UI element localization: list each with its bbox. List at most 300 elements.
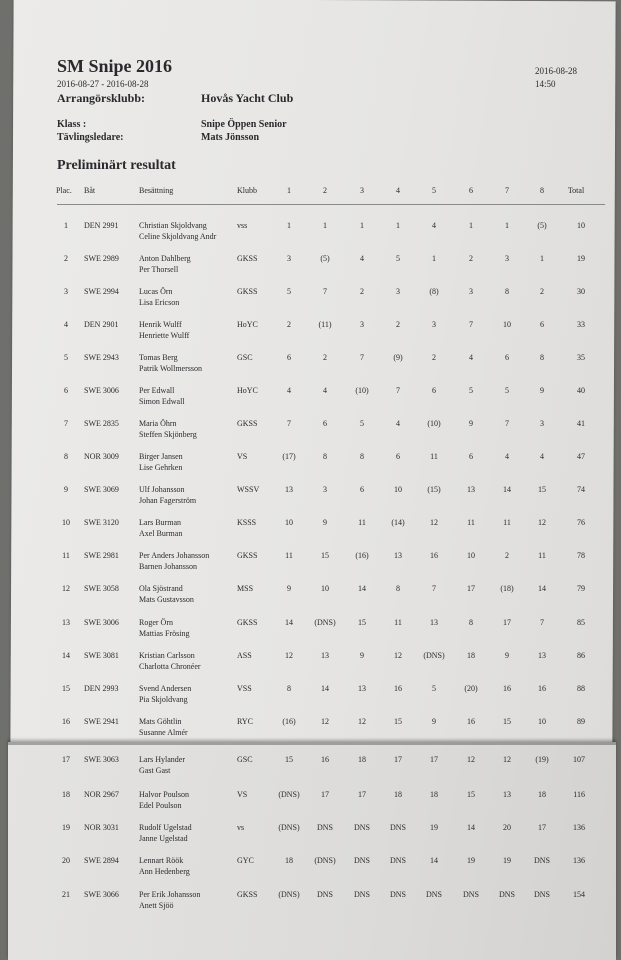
crew-member: Mattias Frösing: [139, 629, 190, 638]
race-score: 14: [503, 485, 511, 494]
race-score: 4: [287, 386, 291, 395]
club: GKSS: [237, 287, 258, 296]
race-score: 7: [396, 386, 400, 395]
race-score: (5): [537, 221, 547, 230]
placing: 20: [62, 856, 70, 865]
crew-helm: Svend Andersen: [139, 684, 192, 693]
race-score: 4: [432, 221, 436, 230]
race-score: 20: [503, 823, 511, 832]
race-score: 15: [467, 790, 475, 799]
race-score: 13: [394, 551, 402, 560]
column-header: 1: [287, 186, 291, 195]
race-score: 16: [538, 684, 546, 693]
crew-member: Barnen Johansson: [139, 562, 197, 571]
race-score: 18: [430, 790, 438, 799]
crew-helm: Anton Dahlberg: [139, 254, 191, 263]
crew-member: Gast Gast: [139, 766, 171, 775]
race-score: 14: [285, 618, 293, 627]
race-score: 8: [505, 287, 509, 296]
race-score: 7: [432, 584, 436, 593]
organizer-label: Arrangörsklubb:: [57, 91, 146, 105]
race-score: 9: [360, 651, 364, 660]
race-score: 4: [505, 452, 509, 461]
race-score: 11: [538, 551, 546, 560]
total-score: 35: [577, 353, 585, 362]
boat-number: SWE 3006: [84, 386, 119, 395]
race-score: 5: [505, 386, 509, 395]
race-score: 8: [360, 452, 364, 461]
crew-helm: Lars Hylander: [139, 755, 185, 764]
placing: 11: [62, 551, 70, 560]
placing: 2: [64, 254, 68, 263]
page-fold-shadow: [8, 742, 616, 745]
race-score: (17): [282, 452, 296, 461]
column-header: 7: [505, 186, 509, 195]
race-score: 6: [287, 353, 291, 362]
crew-member: Susanne Almér: [139, 728, 188, 737]
column-header: Besättning: [139, 186, 174, 195]
race-score: 11: [503, 518, 511, 527]
race-score: (16): [282, 717, 296, 726]
race-score: 4: [360, 254, 364, 263]
race-score: 3: [360, 320, 364, 329]
race-score: 12: [321, 717, 329, 726]
boat-number: SWE 2994: [84, 287, 119, 296]
race-score: 9: [469, 419, 473, 428]
race-score: 8: [396, 584, 400, 593]
crew-helm: Lucas Örn: [139, 287, 173, 296]
boat-number: SWE 2989: [84, 254, 119, 263]
boat-number: SWE 2981: [84, 551, 119, 560]
race-score: 5: [396, 254, 400, 263]
race-score: 13: [430, 618, 438, 627]
column-header: Klubb: [237, 186, 257, 195]
race-score: 1: [323, 221, 327, 230]
race-score: DNS: [389, 890, 407, 899]
race-score: 6: [505, 353, 509, 362]
race-score: 10: [285, 518, 293, 527]
race-score: 1: [287, 221, 291, 230]
race-score: (14): [391, 518, 405, 527]
race-score: 8: [323, 452, 327, 461]
club: HoYC: [237, 386, 258, 395]
race-score: 3: [469, 287, 473, 296]
race-score: 6: [432, 386, 436, 395]
race-score: 5: [360, 419, 364, 428]
race-score: (DNS): [423, 651, 445, 660]
race-score: 2: [396, 320, 400, 329]
race-score: 10: [503, 320, 511, 329]
race-score: (19): [535, 755, 549, 764]
crew-member: Lise Gehrken: [139, 463, 183, 472]
club: HoYC: [237, 320, 258, 329]
crew-member: Ann Hedenberg: [139, 867, 190, 876]
race-score: DNS: [425, 890, 443, 899]
race-score: 12: [394, 651, 402, 660]
club: GKSS: [237, 551, 258, 560]
race-score: 3: [396, 287, 400, 296]
race-score: (8): [429, 287, 439, 296]
race-score: 17: [358, 790, 366, 799]
race-score: 9: [540, 386, 544, 395]
boat-number: DEN 2901: [84, 320, 119, 329]
boat-number: SWE 2941: [84, 717, 119, 726]
crew-helm: Per Erik Johansson: [139, 890, 201, 899]
club: RYC: [237, 717, 254, 726]
race-score: 1: [505, 221, 509, 230]
race-score: 1: [360, 221, 364, 230]
race-score: DNS: [353, 890, 371, 899]
race-score: 7: [360, 353, 364, 362]
race-score: 16: [503, 684, 511, 693]
crew-helm: Christian Skjoldvang: [139, 221, 207, 230]
crew-member: Charlotta Chronéer: [139, 662, 201, 671]
race-officer-label: Tävlingsledare:: [57, 132, 124, 143]
class-label: Klass :: [57, 119, 87, 130]
race-score: 14: [538, 584, 546, 593]
column-header: Båt: [84, 186, 96, 195]
crew-member: Patrik Wollmersson: [139, 364, 202, 373]
print-time: 14:50: [535, 79, 556, 89]
race-score: (11): [318, 320, 332, 329]
race-score: 7: [505, 419, 509, 428]
race-score: 9: [287, 584, 291, 593]
crew-member: Anett Sjöö: [139, 901, 174, 910]
club: WSSV: [237, 485, 260, 494]
club: GKSS: [237, 890, 258, 899]
race-score: 12: [358, 717, 366, 726]
race-score: 1: [396, 221, 400, 230]
total-score: 33: [577, 320, 585, 329]
race-score: 14: [430, 856, 438, 865]
race-score: 19: [503, 856, 511, 865]
race-score: DNS: [316, 890, 334, 899]
race-score: 17: [430, 755, 438, 764]
race-score: 14: [358, 584, 366, 593]
crew-member: Henriette Wulff: [139, 331, 190, 340]
race-score: 16: [430, 551, 438, 560]
race-score: DNS: [389, 823, 407, 832]
race-score: 8: [540, 353, 544, 362]
boat-number: SWE 3006: [84, 618, 119, 627]
total-score: 19: [577, 254, 585, 263]
crew-helm: Kristian Carlsson: [139, 651, 195, 660]
column-header: 4: [396, 186, 400, 195]
placing: 21: [62, 890, 70, 899]
crew-member: Edel Poulson: [139, 801, 182, 810]
race-score: 13: [467, 485, 475, 494]
column-header: 5: [432, 186, 436, 195]
crew-member: Per Thorsell: [139, 265, 179, 274]
crew-helm: Per Edwall: [139, 386, 175, 395]
placing: 1: [64, 221, 68, 230]
total-score: 85: [577, 618, 585, 627]
race-score: 12: [467, 755, 475, 764]
race-score: 18: [467, 651, 475, 660]
total-score: 41: [577, 419, 585, 428]
crew-member: Axel Burman: [139, 529, 183, 538]
crew-member: Lisa Ericson: [139, 298, 180, 307]
total-score: 10: [577, 221, 585, 230]
boat-number: SWE 3069: [84, 485, 119, 494]
race-score: (15): [427, 485, 441, 494]
column-header: 3: [360, 186, 364, 195]
placing: 12: [62, 584, 70, 593]
boat-number: SWE 3063: [84, 755, 119, 764]
club: GKSS: [237, 419, 258, 428]
race-score: 13: [321, 651, 329, 660]
placing: 4: [64, 320, 68, 329]
race-score: 16: [467, 717, 475, 726]
race-score: (9): [393, 353, 403, 362]
results-sheet-lower: [8, 742, 616, 960]
total-score: 136: [573, 856, 585, 865]
boat-number: SWE 2894: [84, 856, 119, 865]
race-score: (16): [355, 551, 369, 560]
race-score: 4: [396, 419, 400, 428]
club: GKSS: [237, 254, 258, 263]
race-score: 2: [432, 353, 436, 362]
race-score: 15: [503, 717, 511, 726]
crew-helm: Birger Jansen: [139, 452, 183, 461]
race-score: 7: [469, 320, 473, 329]
race-score: 4: [323, 386, 327, 395]
placing: 3: [64, 287, 68, 296]
race-score: 18: [394, 790, 402, 799]
race-score: 6: [540, 320, 544, 329]
race-score: 2: [323, 353, 327, 362]
club: KSSS: [237, 518, 257, 527]
race-score: 3: [540, 419, 544, 428]
crew-member: Steffen Skjönberg: [139, 430, 197, 439]
race-score: 13: [503, 790, 511, 799]
placing: 10: [62, 518, 70, 527]
crew-member: Celine Skjoldvang Andr: [139, 232, 217, 241]
total-score: 40: [577, 386, 585, 395]
race-score: 2: [540, 287, 544, 296]
boat-number: SWE 3081: [84, 651, 119, 660]
boat-number: DEN 2993: [84, 684, 119, 693]
crew-member: Janne Ugelstad: [139, 834, 188, 843]
race-score: 9: [323, 518, 327, 527]
page-title: SM Snipe 2016: [57, 56, 173, 76]
race-score: 2: [469, 254, 473, 263]
race-score: DNS: [353, 823, 371, 832]
club: VS: [237, 790, 248, 799]
race-score: 13: [538, 651, 546, 660]
boat-number: SWE 3120: [84, 518, 119, 527]
placing: 19: [62, 823, 70, 832]
boat-number: NOR 2967: [84, 790, 119, 799]
race-score: 18: [285, 856, 293, 865]
race-score: 4: [469, 353, 473, 362]
race-score: (5): [320, 254, 330, 263]
crew-helm: Roger Örn: [139, 618, 173, 627]
race-score: 15: [285, 755, 293, 764]
race-score: (10): [355, 386, 369, 395]
placing: 5: [64, 353, 68, 362]
race-score: 15: [321, 551, 329, 560]
placing: 15: [62, 684, 70, 693]
race-score: 14: [321, 684, 329, 693]
total-score: 30: [577, 287, 585, 296]
total-score: 107: [573, 755, 585, 764]
boat-number: NOR 3031: [84, 823, 119, 832]
crew-helm: Rudolf Ugelstad: [139, 823, 192, 832]
total-score: 76: [577, 518, 585, 527]
club: VSS: [237, 684, 252, 693]
crew-helm: Per Anders Johansson: [139, 551, 210, 560]
race-score: 3: [287, 254, 291, 263]
race-score: 5: [469, 386, 473, 395]
race-score: 4: [540, 452, 544, 461]
total-score: 74: [577, 485, 585, 494]
race-score: (20): [464, 684, 478, 693]
placing: 7: [64, 419, 68, 428]
race-score: 12: [430, 518, 438, 527]
crew-helm: Mats Göhtlin: [139, 717, 182, 726]
race-score: 10: [538, 717, 546, 726]
placing: 16: [62, 717, 70, 726]
race-score: 17: [321, 790, 329, 799]
race-score: 2: [360, 287, 364, 296]
club: GSC: [237, 755, 253, 764]
crew-helm: Lennart Röök: [139, 856, 184, 865]
crew-helm: Tomas Berg: [139, 353, 178, 362]
race-score: 9: [432, 717, 436, 726]
race-score: 12: [538, 518, 546, 527]
race-score: 19: [430, 823, 438, 832]
race-score: (18): [500, 584, 514, 593]
race-score: 11: [467, 518, 475, 527]
crew-helm: Ola Sjöstrand: [139, 584, 183, 593]
race-score: 15: [358, 618, 366, 627]
boat-number: DEN 2991: [84, 221, 119, 230]
class-value: Snipe Öppen Senior: [201, 119, 287, 130]
race-score: 11: [394, 618, 402, 627]
race-score: 6: [323, 419, 327, 428]
total-score: 86: [577, 651, 585, 660]
race-score: 17: [503, 618, 511, 627]
boat-number: SWE 2835: [84, 419, 119, 428]
print-date: 2016-08-28: [535, 66, 577, 76]
race-score: (DNS): [314, 856, 336, 865]
placing: 13: [62, 618, 70, 627]
club: GKSS: [237, 618, 258, 627]
column-header: 8: [540, 186, 544, 195]
race-score: (DNS): [314, 618, 336, 627]
total-score: 88: [577, 684, 585, 693]
total-score: 79: [577, 584, 585, 593]
race-score: 17: [538, 823, 546, 832]
total-score: 89: [577, 717, 585, 726]
placing: 18: [62, 790, 70, 799]
race-score: 6: [469, 452, 473, 461]
total-score: 116: [573, 790, 585, 799]
race-score: DNS: [462, 890, 480, 899]
crew-member: Johan Fagerström: [139, 496, 197, 505]
race-score: (DNS): [278, 823, 300, 832]
race-score: 11: [358, 518, 366, 527]
race-officer-value: Mats Jönsson: [201, 132, 260, 143]
race-score: DNS: [353, 856, 371, 865]
club: GYC: [237, 856, 254, 865]
crew-member: Pia Skjoldvang: [139, 695, 188, 704]
race-score: 17: [394, 755, 402, 764]
race-score: 7: [287, 419, 291, 428]
race-score: 7: [323, 287, 327, 296]
total-score: 78: [577, 551, 585, 560]
total-score: 136: [573, 823, 585, 832]
crew-member: Mats Gustavsson: [139, 595, 194, 604]
crew-member: Simon Edwall: [139, 397, 185, 406]
race-score: 11: [285, 551, 293, 560]
race-score: 10: [321, 584, 329, 593]
race-score: DNS: [316, 823, 334, 832]
race-score: 13: [285, 485, 293, 494]
race-score: DNS: [533, 890, 551, 899]
club: GSC: [237, 353, 253, 362]
race-score: 11: [430, 452, 438, 461]
race-score: 15: [538, 485, 546, 494]
race-score: 18: [538, 790, 546, 799]
placing: 9: [64, 485, 68, 494]
race-score: 8: [287, 684, 291, 693]
race-score: 1: [540, 254, 544, 263]
boat-number: SWE 3058: [84, 584, 119, 593]
club: vs: [237, 823, 245, 832]
race-score: 13: [358, 684, 366, 693]
organizer-value: Hovås Yacht Club: [201, 91, 294, 105]
placing: 8: [64, 452, 68, 461]
race-score: (10): [427, 419, 441, 428]
race-score: 16: [394, 684, 402, 693]
race-score: 3: [505, 254, 509, 263]
column-header: 2: [323, 186, 327, 195]
race-score: 5: [287, 287, 291, 296]
club: vss: [237, 221, 248, 230]
race-score: 9: [505, 651, 509, 660]
results-sheet-upper: [10, 0, 615, 747]
race-score: 6: [396, 452, 400, 461]
race-score: 3: [432, 320, 436, 329]
boat-number: SWE 3066: [84, 890, 119, 899]
total-score: 47: [577, 452, 585, 461]
boat-number: NOR 3009: [84, 452, 119, 461]
race-score: 2: [287, 320, 291, 329]
race-score: DNS: [389, 856, 407, 865]
column-header: Plac.: [56, 186, 72, 195]
race-score: 8: [469, 618, 473, 627]
race-score: 14: [467, 823, 475, 832]
crew-helm: Henrik Wulff: [139, 320, 182, 329]
race-score: 19: [467, 856, 475, 865]
club: VS: [237, 452, 248, 461]
header-divider: [57, 204, 605, 205]
race-score: 15: [394, 717, 402, 726]
race-score: 16: [321, 755, 329, 764]
race-score: 1: [432, 254, 436, 263]
race-score: 3: [323, 485, 327, 494]
race-score: 12: [285, 651, 293, 660]
crew-helm: Halvor Poulson: [139, 790, 189, 799]
race-score: (DNS): [278, 890, 300, 899]
placing: 14: [62, 651, 70, 660]
race-score: DNS: [498, 890, 516, 899]
race-score: 10: [467, 551, 475, 560]
race-score: 7: [540, 618, 544, 627]
event-dates: 2016-08-27 - 2016-08-28: [57, 79, 149, 89]
